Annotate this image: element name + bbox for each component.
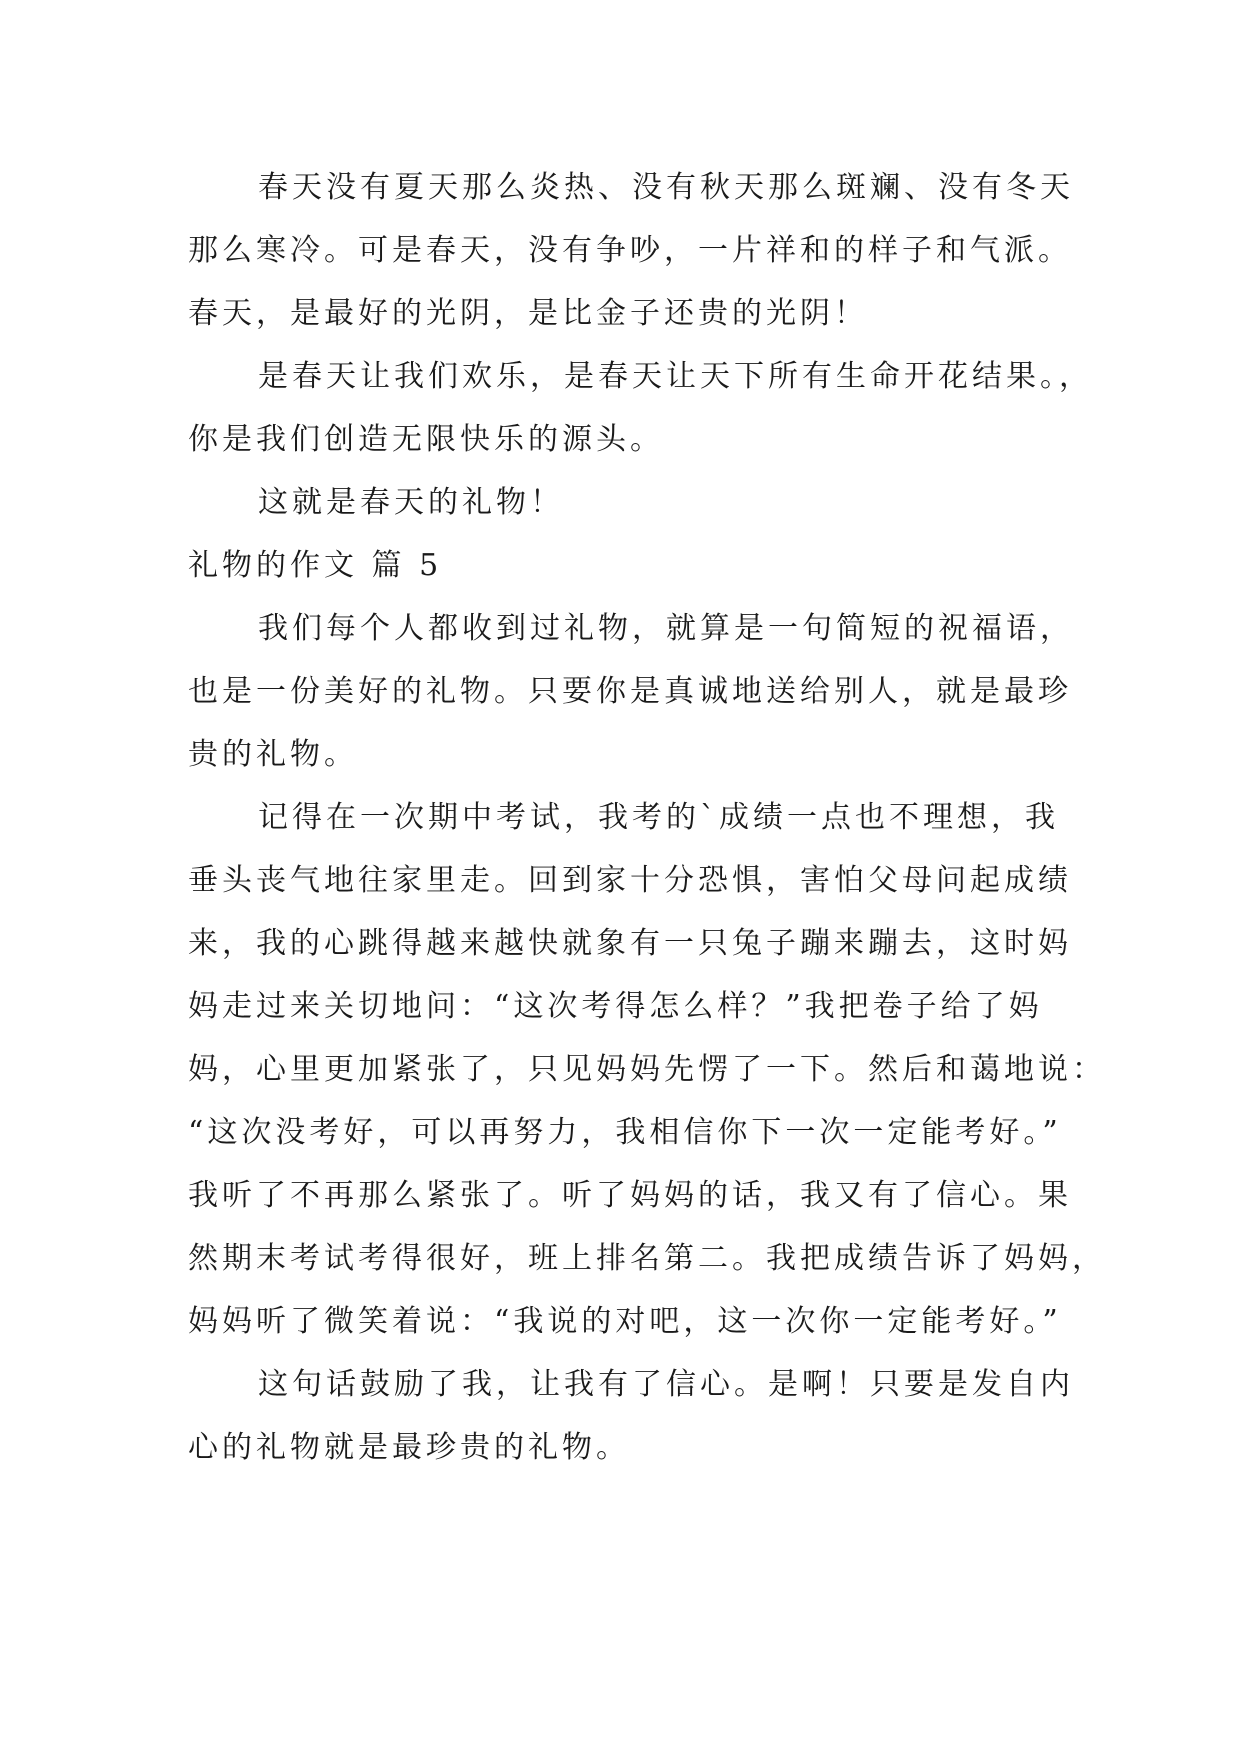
text-line: “这次没考好，可以再努力，我相信你下一次一定能考好。”: [188, 1115, 1062, 1150]
section-heading: 礼物的作文 篇 5: [188, 548, 443, 583]
text-line: 来，我的心跳得越来越快就象有一只兔子蹦来蹦去，这时妈: [188, 926, 1072, 961]
text-line: 贵的礼物。: [188, 737, 358, 772]
text-line: 垂头丧气地往家里走。回到家十分恐惧，害怕父母问起成绩: [188, 863, 1072, 898]
text-line: 记得在一次期中考试，我考的`成绩一点也不理想，我: [258, 800, 1059, 835]
text-line: 妈妈听了微笑着说：“我说的对吧，这一次你一定能考好。”: [188, 1304, 1062, 1339]
text-line: 那么寒冷。可是春天，没有争吵，一片祥和的样子和气派。: [188, 233, 1072, 268]
text-line: 妈走过来关切地问：“这次考得怎么样？”我把卷子给了妈: [188, 989, 1043, 1024]
text-line: 我们每个人都收到过礼物，就算是一句简短的祝福语，: [258, 611, 1074, 646]
text-line: 是春天让我们欢乐，是春天让天下所有生命开花结果。，: [258, 359, 1093, 394]
text-line: 我听了不再那么紧张了。听了妈妈的话，我又有了信心。果: [188, 1178, 1072, 1213]
text-line: 然期末考试考得很好，班上排名第二。我把成绩告诉了妈妈，: [188, 1241, 1106, 1276]
text-line: 这句话鼓励了我，让我有了信心。是啊！只要是发自内: [258, 1367, 1074, 1402]
text-line: 心的礼物就是最珍贵的礼物。: [188, 1430, 630, 1465]
text-line: 你是我们创造无限快乐的源头。: [188, 422, 664, 457]
text-line: 春天，是最好的光阴，是比金子还贵的光阴！: [188, 296, 868, 331]
text-line: 春天没有夏天那么炎热、没有秋天那么斑斓、没有冬天: [258, 170, 1074, 205]
text-line: 妈，心里更加紧张了，只见妈妈先愣了一下。然后和蔼地说：: [188, 1052, 1106, 1087]
text-line: 也是一份美好的礼物。只要你是真诚地送给别人，就是最珍: [188, 674, 1072, 709]
text-line: 这就是春天的礼物！: [258, 485, 564, 520]
